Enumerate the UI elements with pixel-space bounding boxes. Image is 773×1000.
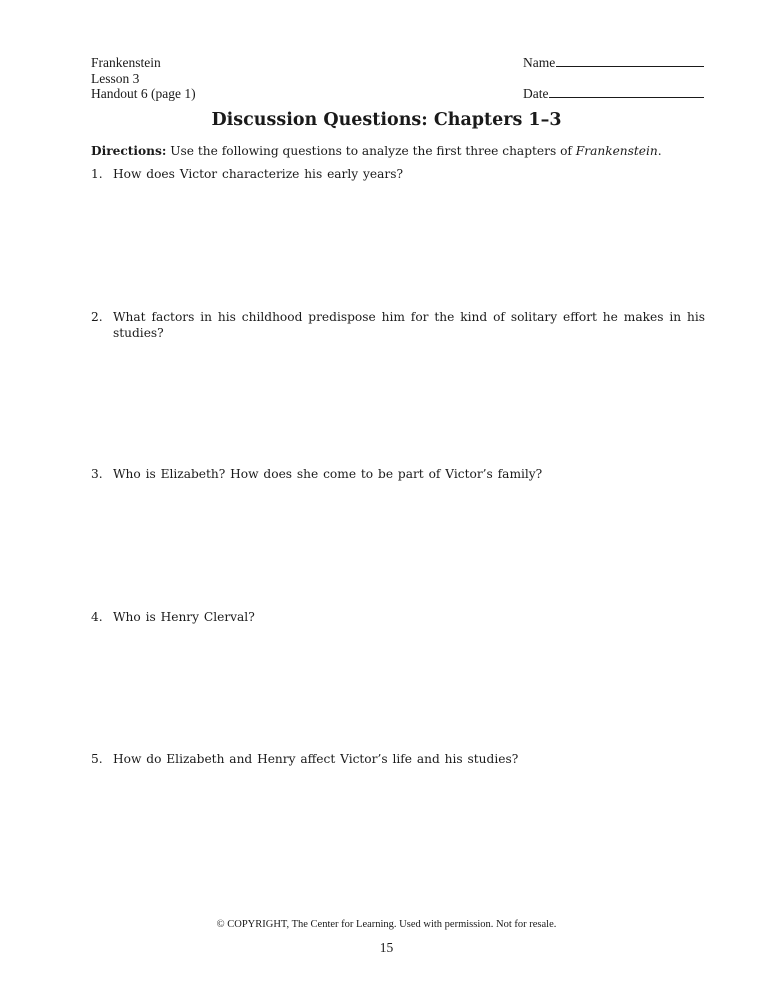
question-text: How do Elizabeth and Henry affect Victor’s life and his studies? <box>113 752 519 766</box>
question-text: Who is Elizabeth? How does she come to be part of Victor’s family? <box>113 467 543 481</box>
date-label: Date <box>523 86 549 101</box>
question-number: 2. <box>91 310 103 324</box>
question-text: How does Victor characterize his early years? <box>113 167 404 181</box>
name-field[interactable] <box>523 55 704 71</box>
directions-text: Use the following questions to analyze the first three chapters of <box>166 144 576 158</box>
page-title: Discussion Questions: Chapters 1–3 <box>211 110 562 130</box>
question-number: 3. <box>91 467 103 481</box>
date-field[interactable] <box>523 86 704 102</box>
header-course-info <box>91 55 196 102</box>
directions-label: Directions: <box>91 144 167 158</box>
page-number: 15 <box>379 940 394 955</box>
question-1 <box>91 166 705 182</box>
directions-book-title: Frankenstein <box>575 144 658 158</box>
question-number: 5. <box>91 752 103 766</box>
header-book-title: Frankenstein <box>91 55 161 70</box>
question-number: 4. <box>91 610 103 624</box>
question-5 <box>91 751 705 767</box>
header-lesson: Lesson 3 <box>91 70 140 86</box>
question-text: What factors in his childhood predispose him for the kind of solitary effort he makes in his studies? <box>113 310 705 340</box>
directions <box>91 143 705 159</box>
question-text: Who is Henry Clerval? <box>113 610 255 624</box>
question-number: 1. <box>91 167 103 181</box>
header-handout: Handout 6 (page 1) <box>91 86 196 101</box>
name-blank-line[interactable] <box>556 55 704 67</box>
name-label: Name <box>523 55 556 70</box>
directions-end: . <box>657 144 662 158</box>
date-blank-line[interactable] <box>549 86 704 98</box>
header-student-fields <box>523 55 704 102</box>
question-4 <box>91 609 705 625</box>
question-2 <box>91 309 705 341</box>
copyright-notice: © COPYRIGHT, The Center for Learning. Used with permission. Not for resale. <box>216 919 557 930</box>
question-3 <box>91 466 705 482</box>
